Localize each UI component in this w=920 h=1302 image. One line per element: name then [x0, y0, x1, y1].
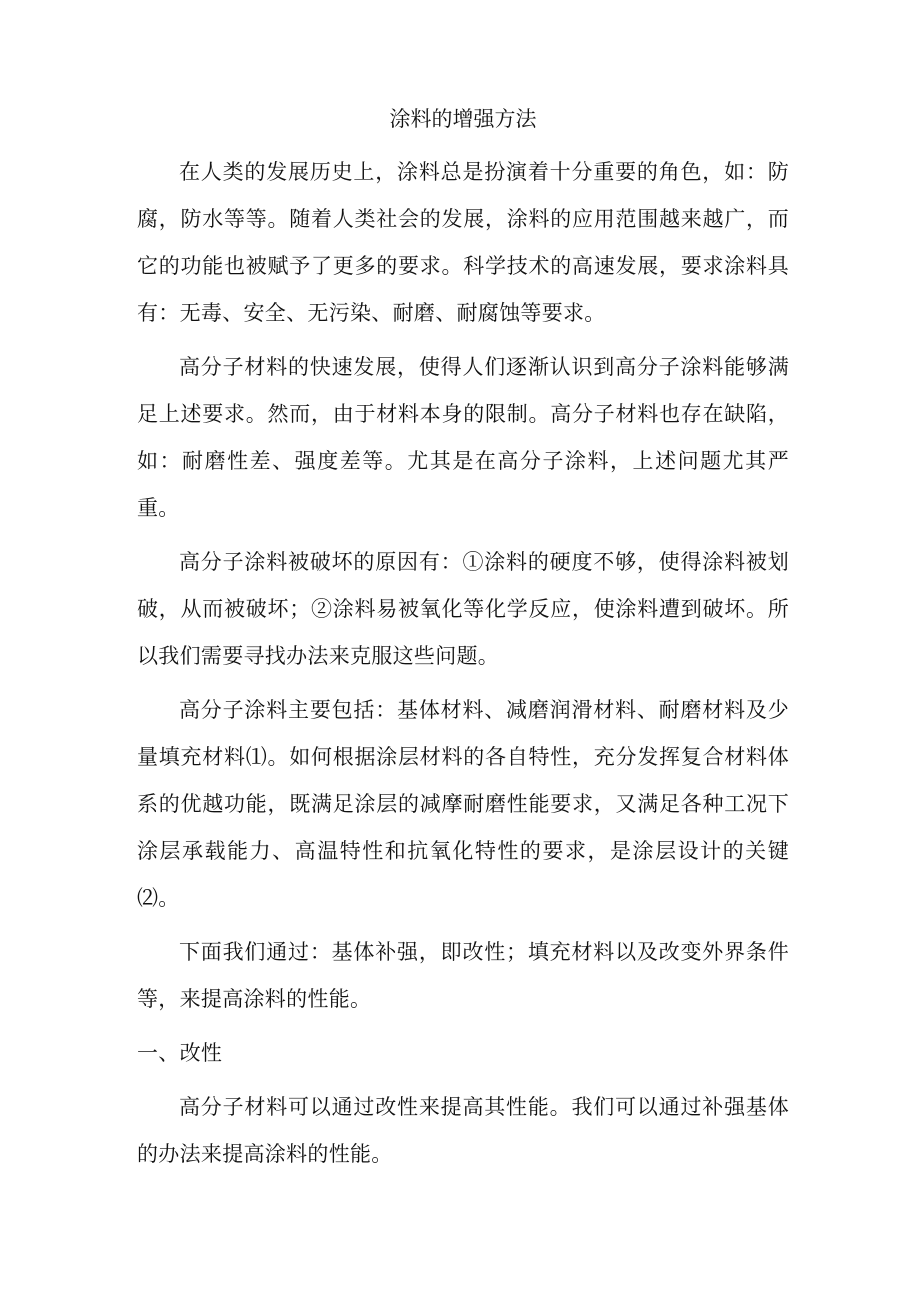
section-heading-modification: 一、改性: [137, 1041, 223, 1065]
paragraph-methods-overview: 下面我们通过：基体补强，即改性；填充材料以及改变外界条件等，来提高涂料的性能。: [137, 940, 789, 1011]
paragraph-modification: 高分子材料可以通过改性来提高其性能。我们可以通过补强基体的办法来提高涂料的性能。: [137, 1095, 789, 1166]
document-body: [137, 102, 789, 1185]
document-title: 涂料的增强方法: [389, 107, 537, 131]
paragraph-damage-causes: 高分子涂料被破坏的原因有：①涂料的硬度不够，使得涂料被划破，从而被破坏；②涂料易被氧化等化学反应，使涂料遭到破坏。所以我们需要寻找办法来克服这些问题。: [137, 550, 789, 668]
paragraph-intro: 在人类的发展历史上，涂料总是扮演着十分重要的角色，如：防腐，防水等等。随着人类社会的发展，涂料的应用范围越来越广，而它的功能也被赋予了更多的要求。科学技术的高速发展，要求涂料具有：无毒、安全、无污染、耐磨、耐腐蚀等要求。: [137, 160, 789, 325]
paragraph-polymer-development: 高分子材料的快速发展，使得人们逐渐认识到高分子涂料能够满足上述要求。然而，由于材料本身的限制。高分子材料也存在缺陷，如：耐磨性差、强度差等。尤其是在高分子涂料，上述问题尤其严重。: [137, 355, 789, 520]
paragraph-coating-composition: 高分子涂料主要包括：基体材料、减磨润滑材料、耐磨材料及少量填充材料⑴。如何根据涂层材料的各自特性，充分发挥复合材料体系的优越功能，既满足涂层的减摩耐磨性能要求，又满足各种工况下涂层承载能力、高温特性和抗氧化特性的要求，是涂层设计的关键⑵。: [137, 698, 789, 910]
